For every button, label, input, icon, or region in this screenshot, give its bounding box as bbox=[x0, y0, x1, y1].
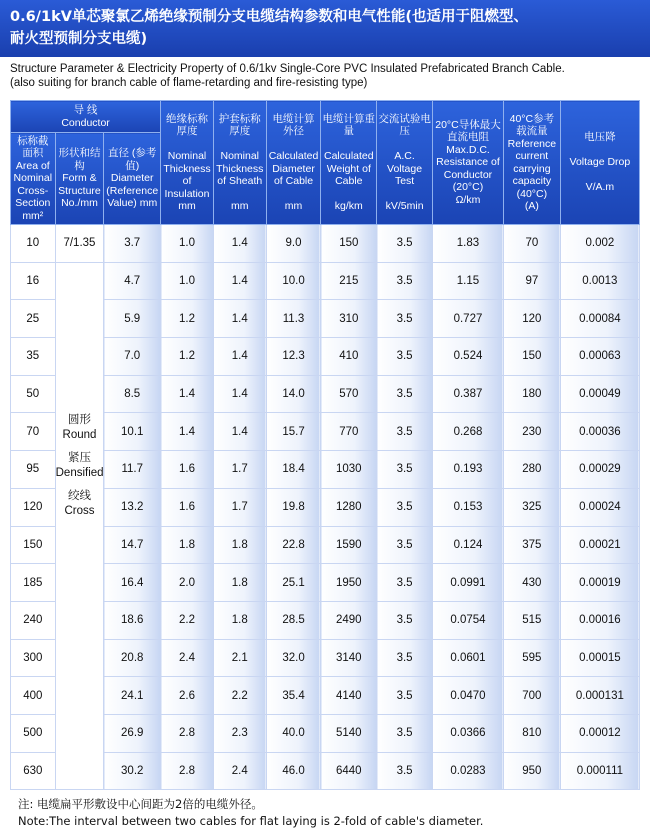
cell-form-description bbox=[55, 262, 104, 790]
cell-sheath: 2.2 bbox=[213, 677, 266, 715]
table-row bbox=[11, 451, 640, 489]
cell-insulation: 2.8 bbox=[161, 752, 214, 790]
cell-resistance: 0.0754 bbox=[432, 601, 503, 639]
cell-drop: 0.0013 bbox=[560, 262, 639, 300]
note-en: Note:The interval between two cables for flat laying is 2-fold of cable's diameter. bbox=[18, 814, 484, 828]
cell-current: 950 bbox=[503, 752, 560, 790]
cell-resistance: 0.193 bbox=[432, 451, 503, 489]
cell-insulation: 1.4 bbox=[161, 413, 214, 451]
table-row bbox=[11, 601, 640, 639]
cell-insulation: 1.6 bbox=[161, 488, 214, 526]
cell-voltage: 3.5 bbox=[377, 338, 433, 376]
cell-insulation: 1.2 bbox=[161, 338, 214, 376]
cell-sheath: 1.8 bbox=[213, 564, 266, 602]
cell-outer: 15.7 bbox=[266, 413, 321, 451]
cell-outer: 46.0 bbox=[266, 752, 321, 790]
note-cn: 注: 电缆扁平形敷设中心间距为2倍的电缆外径。 bbox=[18, 797, 263, 811]
cell-weight: 150 bbox=[321, 225, 377, 263]
table-row bbox=[11, 338, 640, 376]
cell-diameter: 3.7 bbox=[104, 225, 161, 263]
form-label: 紧压 bbox=[67, 451, 91, 464]
cell-voltage: 3.5 bbox=[377, 714, 433, 752]
cell-voltage: 3.5 bbox=[377, 564, 433, 602]
form-label: 圆形 bbox=[67, 413, 91, 426]
title-banner bbox=[0, 0, 650, 57]
cell-resistance: 0.0283 bbox=[432, 752, 503, 790]
cell-area: 150 bbox=[11, 526, 56, 564]
cell-voltage: 3.5 bbox=[377, 677, 433, 715]
cell-voltage: 3.5 bbox=[377, 300, 433, 338]
cell-voltage: 3.5 bbox=[377, 375, 433, 413]
cell-resistance: 0.268 bbox=[432, 413, 503, 451]
header-resistance: 20°C导体最大直流电阻 Max.D.C. Resistance of Conductor (20°C) Ω/km bbox=[432, 101, 503, 225]
header-diameter: 直径 (参考值) Diameter (Reference Value) mm bbox=[104, 133, 161, 225]
cell-diameter: 14.7 bbox=[104, 526, 161, 564]
cell-weight: 410 bbox=[321, 338, 377, 376]
cell-resistance: 0.0470 bbox=[432, 677, 503, 715]
cell-area: 25 bbox=[11, 300, 56, 338]
cell-area: 630 bbox=[11, 752, 56, 790]
cell-voltage: 3.5 bbox=[377, 752, 433, 790]
cell-current: 97 bbox=[503, 262, 560, 300]
header-outer-diameter: 电缆计算外径 Calculated Diameter of Cable mm bbox=[266, 101, 321, 225]
cell-weight: 1950 bbox=[321, 564, 377, 602]
cell-drop: 0.00012 bbox=[560, 714, 639, 752]
cell-insulation: 2.2 bbox=[161, 601, 214, 639]
cell-drop: 0.00049 bbox=[560, 375, 639, 413]
title-line-2: 耐火型预制分支电缆) bbox=[10, 31, 148, 47]
cell-current: 180 bbox=[503, 375, 560, 413]
cell-sheath: 1.4 bbox=[213, 375, 266, 413]
title-line-1: 0.6/1kV单芯聚氯乙烯绝缘预制分支电缆结构参数和电气性能(也适用于阻燃型、 bbox=[10, 9, 529, 25]
table-row bbox=[11, 639, 640, 677]
cell-insulation: 2.4 bbox=[161, 639, 214, 677]
cell-weight: 570 bbox=[321, 375, 377, 413]
header-form: 形状和结构 Form & Structure No./mm bbox=[55, 133, 104, 225]
cell-sheath: 2.3 bbox=[213, 714, 266, 752]
header-conductor: 导 线 Conductor bbox=[11, 101, 161, 133]
cell-drop: 0.002 bbox=[560, 225, 639, 263]
cell-insulation: 1.2 bbox=[161, 300, 214, 338]
cell-weight: 2490 bbox=[321, 601, 377, 639]
form-label-group bbox=[56, 413, 104, 443]
cell-sheath: 2.1 bbox=[213, 639, 266, 677]
cell-drop: 0.00015 bbox=[560, 639, 639, 677]
cell-current: 280 bbox=[503, 451, 560, 489]
cell-drop: 0.00063 bbox=[560, 338, 639, 376]
cell-diameter: 7.0 bbox=[104, 338, 161, 376]
cell-sheath: 1.7 bbox=[213, 451, 266, 489]
cell-voltage: 3.5 bbox=[377, 413, 433, 451]
table-row bbox=[11, 564, 640, 602]
table-row bbox=[11, 225, 640, 263]
cell-drop: 0.00019 bbox=[560, 564, 639, 602]
cell-weight: 5140 bbox=[321, 714, 377, 752]
cell-weight: 1030 bbox=[321, 451, 377, 489]
cell-insulation: 2.8 bbox=[161, 714, 214, 752]
table-row bbox=[11, 526, 640, 564]
cell-current: 230 bbox=[503, 413, 560, 451]
cell-resistance: 0.0991 bbox=[432, 564, 503, 602]
cell-diameter: 4.7 bbox=[104, 262, 161, 300]
cell-current: 810 bbox=[503, 714, 560, 752]
cell-weight: 310 bbox=[321, 300, 377, 338]
cell-voltage: 3.5 bbox=[377, 526, 433, 564]
table-row bbox=[11, 714, 640, 752]
cell-insulation: 2.0 bbox=[161, 564, 214, 602]
form-label-group bbox=[56, 489, 104, 519]
cell-drop: 0.00021 bbox=[560, 526, 639, 564]
cell-outer: 40.0 bbox=[266, 714, 321, 752]
cell-current: 70 bbox=[503, 225, 560, 263]
header-sheath: 护套标称厚度 Nominal Thickness of Sheath mm bbox=[213, 101, 266, 225]
header-current: 40°C参考载流量 Reference current carrying capacity (40°C) (A) bbox=[503, 101, 560, 225]
cell-sheath: 1.7 bbox=[213, 488, 266, 526]
cell-drop: 0.00016 bbox=[560, 601, 639, 639]
cell-outer: 10.0 bbox=[266, 262, 321, 300]
header-area: 标称截面积 Area of Nominal Cross-Section mm² bbox=[11, 133, 56, 225]
cell-diameter: 8.5 bbox=[104, 375, 161, 413]
cell-outer: 25.1 bbox=[266, 564, 321, 602]
cell-area: 240 bbox=[11, 601, 56, 639]
cell-current: 515 bbox=[503, 601, 560, 639]
cell-resistance: 0.0601 bbox=[432, 639, 503, 677]
cell-weight: 1590 bbox=[321, 526, 377, 564]
cell-area: 120 bbox=[11, 488, 56, 526]
header-voltage-test: 交流试验电压 A.C. Voltage Test kV/5min bbox=[377, 101, 433, 225]
cell-sheath: 1.8 bbox=[213, 601, 266, 639]
cell-area: 70 bbox=[11, 413, 56, 451]
cell-area: 400 bbox=[11, 677, 56, 715]
cell-voltage: 3.5 bbox=[377, 262, 433, 300]
cell-drop: 0.000111 bbox=[560, 752, 639, 790]
cell-weight: 770 bbox=[321, 413, 377, 451]
cell-outer: 14.0 bbox=[266, 375, 321, 413]
cell-outer: 18.4 bbox=[266, 451, 321, 489]
cell-drop: 0.00029 bbox=[560, 451, 639, 489]
cell-outer: 32.0 bbox=[266, 639, 321, 677]
cell-outer: 19.8 bbox=[266, 488, 321, 526]
cell-resistance: 0.124 bbox=[432, 526, 503, 564]
form-label: 绞线 bbox=[67, 489, 91, 502]
cell-diameter: 11.7 bbox=[104, 451, 161, 489]
header-insulation: 绝缘标称厚度 Nominal Thickness of Insulation mm bbox=[161, 101, 214, 225]
cell-sheath: 2.4 bbox=[213, 752, 266, 790]
cell-weight: 3140 bbox=[321, 639, 377, 677]
spec-table-body bbox=[11, 225, 640, 790]
cell-area: 16 bbox=[11, 262, 56, 300]
header-voltage-drop: 电压降 Voltage Drop V/A.m bbox=[560, 101, 639, 225]
cell-current: 700 bbox=[503, 677, 560, 715]
cell-diameter: 5.9 bbox=[104, 300, 161, 338]
cell-outer: 12.3 bbox=[266, 338, 321, 376]
cell-diameter: 18.6 bbox=[104, 601, 161, 639]
cell-weight: 6440 bbox=[321, 752, 377, 790]
cell-current: 595 bbox=[503, 639, 560, 677]
cell-diameter: 10.1 bbox=[104, 413, 161, 451]
table-row bbox=[11, 375, 640, 413]
cell-diameter: 16.4 bbox=[104, 564, 161, 602]
cell-insulation: 1.4 bbox=[161, 375, 214, 413]
cell-sheath: 1.4 bbox=[213, 338, 266, 376]
header-weight: 电缆计算重量 Calculated Weight of Cable kg/km bbox=[321, 101, 377, 225]
cell-drop: 0.00024 bbox=[560, 488, 639, 526]
cell-diameter: 30.2 bbox=[104, 752, 161, 790]
cell-resistance: 0.524 bbox=[432, 338, 503, 376]
cell-outer: 35.4 bbox=[266, 677, 321, 715]
cell-drop: 0.00036 bbox=[560, 413, 639, 451]
cell-current: 120 bbox=[503, 300, 560, 338]
form-label: Cross bbox=[64, 504, 95, 517]
table-row bbox=[11, 752, 640, 790]
cell-area: 300 bbox=[11, 639, 56, 677]
form-label-group bbox=[56, 451, 104, 481]
cell-area: 95 bbox=[11, 451, 56, 489]
cell-voltage: 3.5 bbox=[377, 601, 433, 639]
cell-sheath: 1.8 bbox=[213, 526, 266, 564]
cell-outer: 11.3 bbox=[266, 300, 321, 338]
cell-resistance: 1.83 bbox=[432, 225, 503, 263]
subtitle-line-1: Structure Parameter & Electricity Property of 0.6/1kv Single-Core PVC Insulated Prefabricated Branch Cable. bbox=[10, 63, 565, 75]
cell-area: 185 bbox=[11, 564, 56, 602]
cell-current: 150 bbox=[503, 338, 560, 376]
cell-weight: 1280 bbox=[321, 488, 377, 526]
cell-diameter: 13.2 bbox=[104, 488, 161, 526]
form-label: Round bbox=[62, 428, 97, 441]
cell-voltage: 3.5 bbox=[377, 225, 433, 263]
subtitle-line-2: (also suiting for branch cable of flame-retarding and fire-resisting type) bbox=[10, 77, 368, 89]
cell-area: 500 bbox=[11, 714, 56, 752]
cell-area: 10 bbox=[11, 225, 56, 263]
cell-drop: 0.000131 bbox=[560, 677, 639, 715]
cell-sheath: 1.4 bbox=[213, 225, 266, 263]
cell-form: 7/1.35 bbox=[55, 225, 104, 263]
cell-diameter: 20.8 bbox=[104, 639, 161, 677]
cell-insulation: 1.6 bbox=[161, 451, 214, 489]
cell-insulation: 1.0 bbox=[161, 262, 214, 300]
cell-resistance: 0.727 bbox=[432, 300, 503, 338]
cell-voltage: 3.5 bbox=[377, 488, 433, 526]
subtitle bbox=[10, 62, 640, 90]
cell-voltage: 3.5 bbox=[377, 639, 433, 677]
cell-sheath: 1.4 bbox=[213, 300, 266, 338]
cell-current: 325 bbox=[503, 488, 560, 526]
cell-outer: 22.8 bbox=[266, 526, 321, 564]
cell-weight: 215 bbox=[321, 262, 377, 300]
cell-resistance: 0.153 bbox=[432, 488, 503, 526]
table-row bbox=[11, 677, 640, 715]
cell-outer: 28.5 bbox=[266, 601, 321, 639]
cell-sheath: 1.4 bbox=[213, 413, 266, 451]
cell-voltage: 3.5 bbox=[377, 451, 433, 489]
cell-drop: 0.00084 bbox=[560, 300, 639, 338]
form-label: Densified bbox=[55, 466, 104, 479]
table-row bbox=[11, 413, 640, 451]
cell-resistance: 0.0366 bbox=[432, 714, 503, 752]
cell-area: 50 bbox=[11, 375, 56, 413]
cell-resistance: 1.15 bbox=[432, 262, 503, 300]
cell-diameter: 24.1 bbox=[104, 677, 161, 715]
table-row bbox=[11, 262, 640, 300]
cell-diameter: 26.9 bbox=[104, 714, 161, 752]
cell-current: 430 bbox=[503, 564, 560, 602]
cell-insulation: 1.0 bbox=[161, 225, 214, 263]
cell-area: 35 bbox=[11, 338, 56, 376]
cell-weight: 4140 bbox=[321, 677, 377, 715]
cell-current: 375 bbox=[503, 526, 560, 564]
table-row bbox=[11, 300, 640, 338]
spec-table bbox=[10, 100, 640, 790]
cell-insulation: 1.8 bbox=[161, 526, 214, 564]
cell-sheath: 1.4 bbox=[213, 262, 266, 300]
table-row bbox=[11, 488, 640, 526]
cell-resistance: 0.387 bbox=[432, 375, 503, 413]
cell-insulation: 2.6 bbox=[161, 677, 214, 715]
cell-outer: 9.0 bbox=[266, 225, 321, 263]
